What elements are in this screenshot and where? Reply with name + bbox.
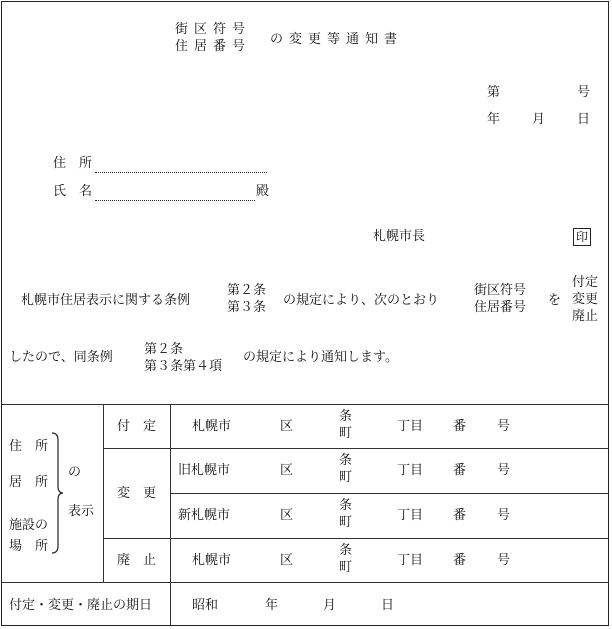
footer-month: 月: [323, 598, 337, 613]
date-day: 日: [577, 112, 591, 127]
left-label-jusho: 住 所: [9, 439, 49, 454]
left-label-shisetsu-b: 場 所: [9, 539, 49, 554]
left-brace: [50, 432, 64, 554]
label-no: の: [68, 465, 82, 480]
row-jo-cho: [339, 452, 352, 486]
body-p1-mid: の規定により、次のとおり: [283, 293, 440, 308]
row-ku: 区: [280, 419, 294, 434]
left-label-kyosho: 居 所: [9, 475, 49, 490]
category-fuitei: 付 定: [117, 419, 157, 434]
body-p2-tail: の規定により通知します。: [243, 350, 398, 365]
row-city: 札幌市: [192, 553, 232, 568]
row-go: 号: [497, 553, 511, 568]
row-city: 新札幌市: [178, 508, 231, 523]
category-henko: 変 更: [117, 486, 157, 501]
footer-col-line: [170, 582, 171, 626]
row-ban: 番: [453, 553, 467, 568]
row-ban: 番: [453, 419, 467, 434]
date-year: 年: [487, 112, 501, 127]
body-p1-obj-a: 街区符号: [474, 283, 527, 298]
date-month: 月: [532, 112, 546, 127]
row-ku: 区: [280, 553, 294, 568]
issuer-title: 札幌市長: [373, 229, 426, 244]
body-p1-act-henko: 変更: [572, 292, 599, 307]
row-line-3: [103, 538, 609, 539]
footer-label: 付定・変更・廃止の期日: [9, 598, 153, 613]
body-p1-act-fuitei: 付定: [572, 275, 599, 290]
body-p2-art-b: 第３条第４項: [144, 359, 223, 374]
row-jo-cho: [339, 497, 352, 531]
body-p2-art-a: 第２条: [144, 342, 184, 357]
col-line-1: [103, 404, 104, 582]
address-label: 住 所: [53, 156, 93, 171]
row-ku: 区: [280, 463, 294, 478]
row-chome: 丁目: [397, 419, 424, 434]
row-cho: 町: [339, 515, 353, 530]
row-chome: 丁目: [397, 553, 424, 568]
body-p1-wo: を: [548, 293, 562, 308]
row-jo-cho: [339, 542, 352, 576]
row-jo: 条: [339, 409, 353, 424]
title-line-jukyo: 住居番号: [175, 39, 252, 54]
honorific: 殿: [256, 184, 270, 199]
row-cho: 町: [339, 426, 353, 441]
footer-era: 昭和: [192, 598, 219, 613]
body-p1-articles: [227, 282, 266, 316]
row-go: 号: [497, 419, 511, 434]
name-label: 氏 名: [53, 184, 93, 199]
body-p2-articles: [144, 341, 222, 375]
seal-box: 印: [573, 228, 591, 246]
row-jo: 条: [339, 453, 353, 468]
left-label-shisetsu-a: 施設の: [9, 518, 49, 533]
title-line-gaiku: 街区符号: [175, 22, 252, 37]
body-p1-art-b: 第３条: [227, 300, 267, 315]
row-ban: 番: [453, 508, 467, 523]
body-p2-lead: したので、同条例: [9, 350, 113, 365]
row-go: 号: [497, 508, 511, 523]
row-go: 号: [497, 463, 511, 478]
number-go: 号: [577, 85, 591, 100]
row-cho: 町: [339, 560, 353, 575]
row-jo: 条: [339, 543, 353, 558]
number-dai: 第: [487, 85, 501, 100]
title-stack: [175, 21, 251, 55]
row-cho: 町: [339, 470, 353, 485]
table-footer-line: [1, 582, 609, 583]
row-chome: 丁目: [397, 508, 424, 523]
title-rest: の変更等通知書: [270, 32, 404, 47]
row-ban: 番: [453, 463, 467, 478]
row-jo: 条: [339, 498, 353, 513]
row-jo-cho: [339, 408, 352, 442]
row-chome: 丁目: [397, 463, 424, 478]
row-line-1: [103, 448, 609, 449]
category-haishi: 廃 止: [117, 553, 157, 568]
footer-day: 日: [381, 598, 395, 613]
body-p1-art-a: 第２条: [227, 283, 267, 298]
row-city: 旧札幌市: [178, 463, 231, 478]
row-city: 札幌市: [192, 419, 232, 434]
footer-year: 年: [265, 598, 279, 613]
row-line-2: [170, 493, 609, 494]
row-ku: 区: [280, 508, 294, 523]
body-p1-objects: [474, 282, 526, 316]
body-p1-actions: [572, 274, 598, 325]
address-line[interactable]: [95, 172, 267, 173]
body-p1-obj-b: 住居番号: [474, 300, 527, 315]
body-p1-act-haishi: 廃止: [572, 309, 599, 324]
col-line-2: [170, 404, 171, 582]
body-p1-lead: 札幌市住居表示に関する条例: [21, 293, 191, 308]
label-hyoji: 表示: [68, 504, 95, 519]
name-line[interactable]: [95, 200, 255, 201]
table-top-line: [1, 404, 609, 405]
